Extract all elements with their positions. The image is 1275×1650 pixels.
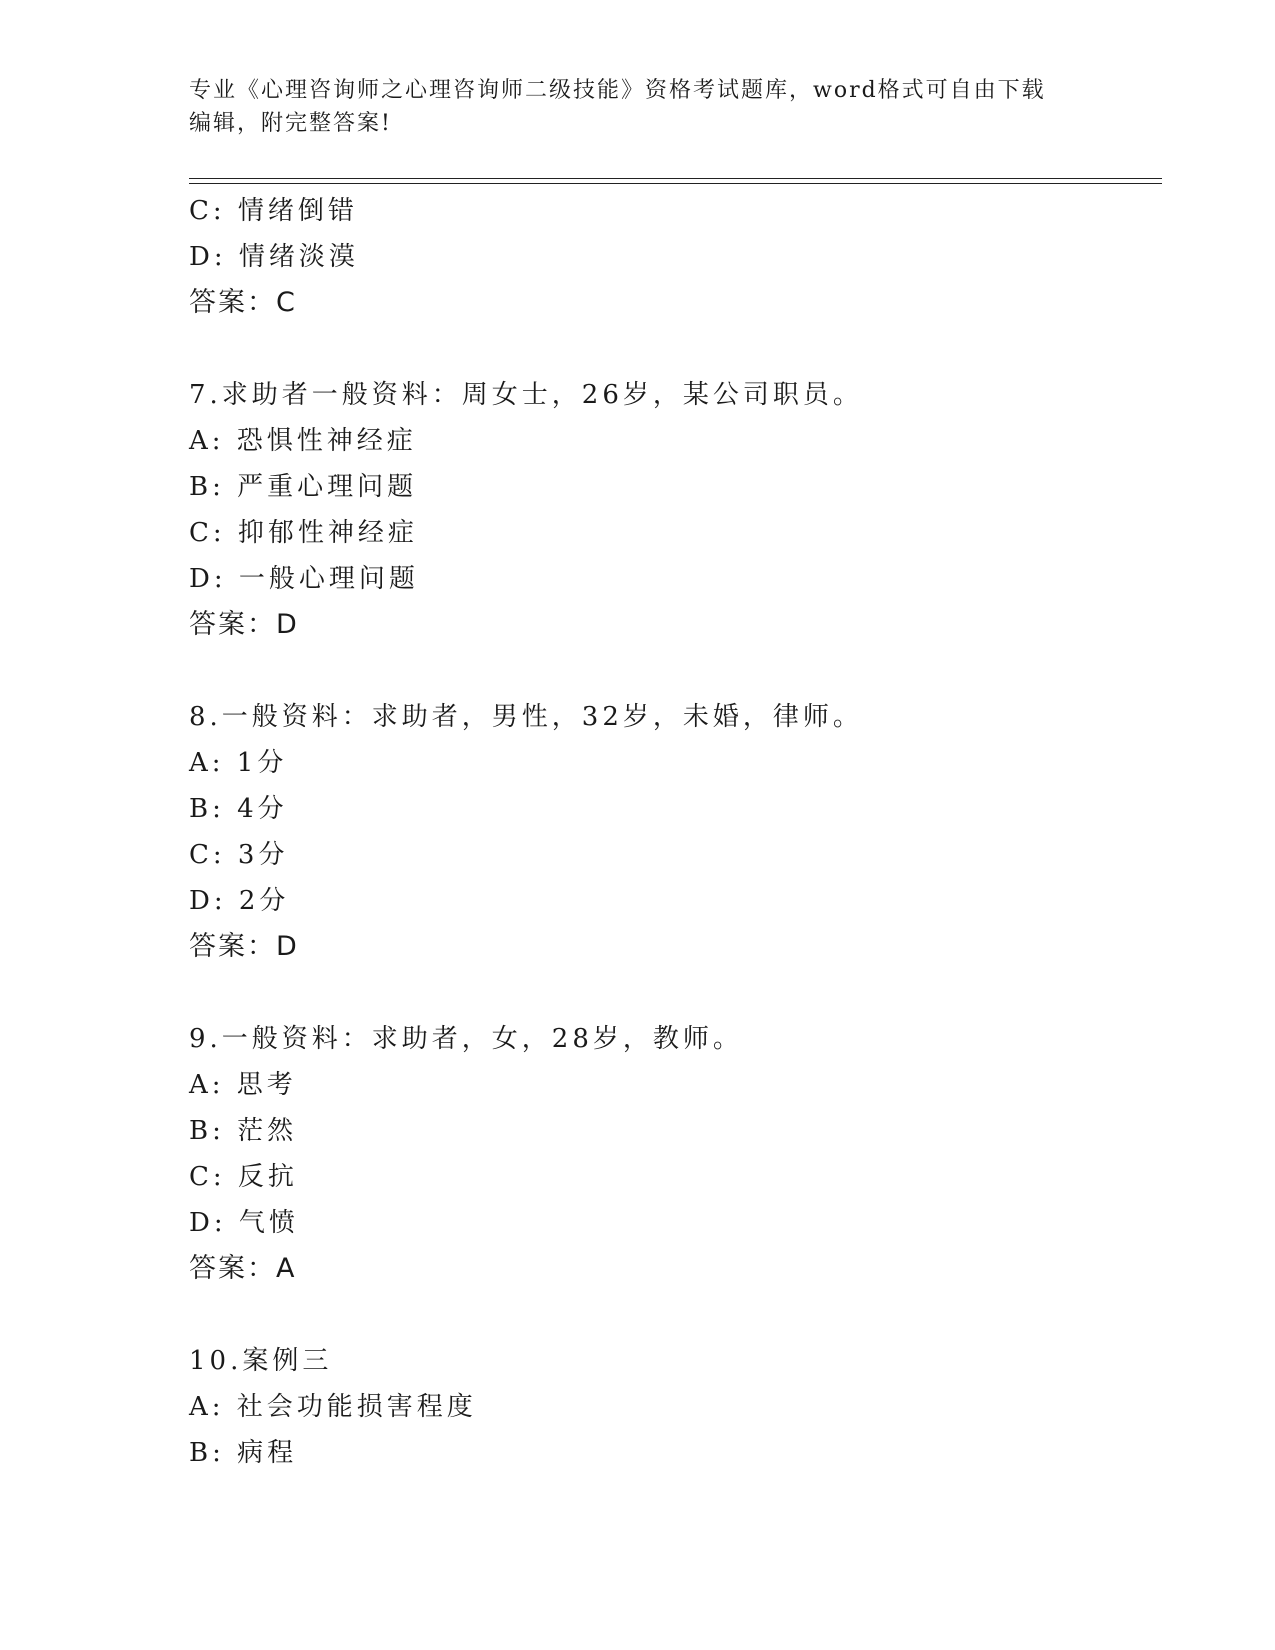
question-fragment [189,188,1162,326]
document-header [189,74,1089,140]
question-stem: 8.一般资料：求助者，男性，32岁，未婚，律师。 [189,702,863,732]
header-divider-bottom [189,183,1162,184]
answer-line: 答案：D [189,609,299,640]
spacer [189,970,1162,1016]
option-d: D: 情绪淡漠 [189,242,359,272]
question-list [189,188,1162,1476]
spacer [189,326,1162,372]
option-d: D: 一般心理问题 [189,564,419,594]
answer-line: 答案：C [189,287,297,318]
option-a: A: 社会功能损害程度 [189,1392,477,1422]
spacer [189,1292,1162,1338]
header-divider-top [189,178,1162,179]
question-8 [189,694,1162,970]
option-c: C: 抑郁性神经症 [189,518,418,548]
question-9 [189,1016,1162,1292]
header-line-1: 专业《心理咨询师之心理咨询师二级技能》资格考试题库，word格式可自由下载 [189,78,1046,103]
question-10 [189,1338,1162,1476]
answer-line: 答案：D [189,931,299,962]
option-b: B: 4分 [189,794,288,824]
spacer [189,648,1162,694]
option-c: C: 3分 [189,840,289,870]
question-stem: 9.一般资料：求助者，女，28岁，教师。 [189,1024,743,1054]
option-d: D: 气愤 [189,1208,299,1238]
option-c: C: 情绪倒错 [189,196,358,226]
answer-line: 答案：A [189,1253,297,1284]
question-7 [189,372,1162,648]
option-a: A: 恐惧性神经症 [189,426,417,456]
option-a: A: 1分 [189,748,288,778]
header-line-2: 编辑，附完整答案! [189,111,392,136]
option-d: D: 2分 [189,886,290,916]
question-stem: 10.案例三 [189,1346,333,1376]
option-a: A: 思考 [189,1070,297,1100]
option-b: B: 严重心理问题 [189,472,418,502]
question-stem: 7.求助者一般资料：周女士，26岁，某公司职员。 [189,380,863,410]
option-c: C: 反抗 [189,1162,298,1192]
option-b: B: 病程 [189,1438,298,1468]
option-b: B: 茫然 [189,1116,298,1146]
